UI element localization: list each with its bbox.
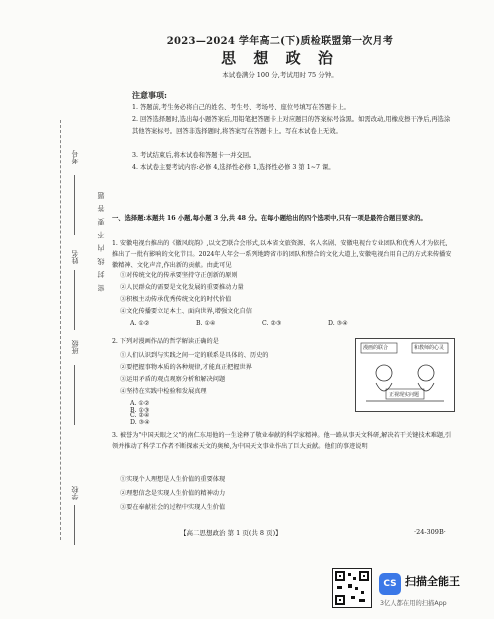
question-2-item: ④坚持在实践中检验和发展真理 (120, 388, 207, 395)
option-a[interactable]: A. ①② (130, 320, 150, 327)
section-heading: 一、选择题:本题共 16 小题,每小题 3 分,共 48 分。在每小题给出的四个选项中,只有一项是最符合题目要求的。 (112, 215, 427, 222)
note-item: 4. 本试卷主要考试内容:必修 4,选择性必修 1,选择性必修 3 第 1~7 课。 (132, 164, 335, 171)
question-3-item: ①实现个人理想是人生价值的重要体现 (120, 476, 226, 483)
cartoon-caption: 正视现实问题 (389, 392, 420, 398)
page-footer: 【高二思想政治 第 1 页(共 8 页)】 (180, 529, 282, 537)
binding-line (60, 120, 62, 540)
class-label: 班级 (71, 340, 79, 354)
question-2-options (130, 412, 360, 426)
cartoon-caption: 和教师的心灵 (414, 345, 445, 351)
notes-heading: 注意事项: (132, 90, 167, 100)
brand-name: 扫描全能王 (405, 575, 460, 588)
cartoon-caption: 漫画的联合 (363, 345, 389, 351)
note-item: 2. 回答选择题时,选出每小题答案后,用铅笔把答题卡上对应题目的答案标号涂黑。如需改动,用橡皮擦干净后,再选涂其他答案标号。回答非选择题时,将答案写在答题卡上。写在本试卷上无效。 (132, 116, 451, 135)
option-c[interactable]: C. ②③ (262, 320, 282, 327)
question-1-item: ③积极主动传承优秀传统文化的时代价值 (120, 296, 232, 303)
qr-code-icon (332, 568, 372, 608)
cartoon-image (355, 338, 455, 412)
option-b[interactable]: B. ①④ (196, 320, 216, 327)
question-1-stem: 1. 安徽电视台推出的《徽风皖韵》,以文艺联合会形式,以本省文旅资源、名人名剧、安徽电视台专业团队和优秀人才为依托,推出了一批有影响的文化节目。2024年人年会一系列地跨省市的团队和整合的文化大道上,安徽电视台用自己的方式来传播安徽精神、文化声音,作出新的贡献。由此可见 (112, 240, 452, 269)
question-1-item: ②人民群众的需要是文化发展的重要推动力量 (120, 284, 244, 291)
exam-number-field (74, 175, 76, 235)
option-d[interactable]: D. ③④ (328, 320, 348, 327)
camscanner-logo-icon: CS (379, 573, 401, 595)
question-2-stem: 2. 下列对漫画作品的哲学解读正确的是 (112, 338, 219, 345)
question-3-item: ③要在奉献社会的过程中实现人生价值 (120, 504, 226, 511)
question-3-stem: 3. 被誉为"中国天眼之父"的南仁东用他的一生诠释了敬业奉献的科学家精神。他一路从事天文科研,解决若干关键技术难题,引领并推动了科学工作者不断探索天文的奥秘,为中国天文事业作出了巨大贡献。他们的事迹说明 (112, 432, 452, 450)
name-field (74, 270, 76, 330)
option-d[interactable]: D. ③④ (130, 419, 150, 426)
question-1-item: ④文化传播要立足本土、面向世界,增强文化自信 (120, 308, 252, 315)
question-1-options (130, 320, 450, 327)
brand-tagline: 3亿人都在用的扫描App (380, 600, 447, 607)
question-2-item: ①人们认识到与实践之间一定的联系是具体的、历史的 (120, 352, 269, 359)
paper-code: ·24-309B· (414, 528, 446, 536)
name-label: 姓名 (71, 250, 79, 264)
question-2-item: ③运用矛盾的观点观察分析和解决问题 (120, 376, 226, 383)
subject-title: 思 想 政 治 (221, 49, 339, 67)
question-2-item: ②要把握事物本质的各种规律,才能真正把握世界 (120, 364, 252, 371)
class-field (74, 365, 76, 425)
note-item: 3. 考试结束后,将本试卷和答题卡一并交回。 (132, 152, 256, 159)
option-b[interactable]: B. ①③ (130, 407, 150, 414)
exam-info: 本试卷满分 100 分,考试用时 75 分钟。 (222, 71, 338, 79)
seal-text: 密 封 线 内 不 要 答 题 (97, 190, 105, 292)
school-field (74, 505, 76, 545)
school-label: 学校 (71, 486, 79, 500)
question-1-item: ①对传统文化的传承要坚持守正创新的原则 (120, 272, 238, 279)
question-3-item: ②理想信念是实现人生价值的精神动力 (120, 490, 226, 497)
option-c[interactable]: C. ②④ (130, 412, 150, 419)
note-item: 1. 答题前,考生务必将自己的姓名、考生号、考场号、座位号填写在答题卡上。 (132, 104, 350, 111)
exam-number-label: 考号 (71, 150, 79, 164)
option-a[interactable]: A. ①② (130, 400, 150, 407)
exam-title: 2023—2024 学年高二(下)质检联盟第一次月考 (166, 36, 394, 47)
